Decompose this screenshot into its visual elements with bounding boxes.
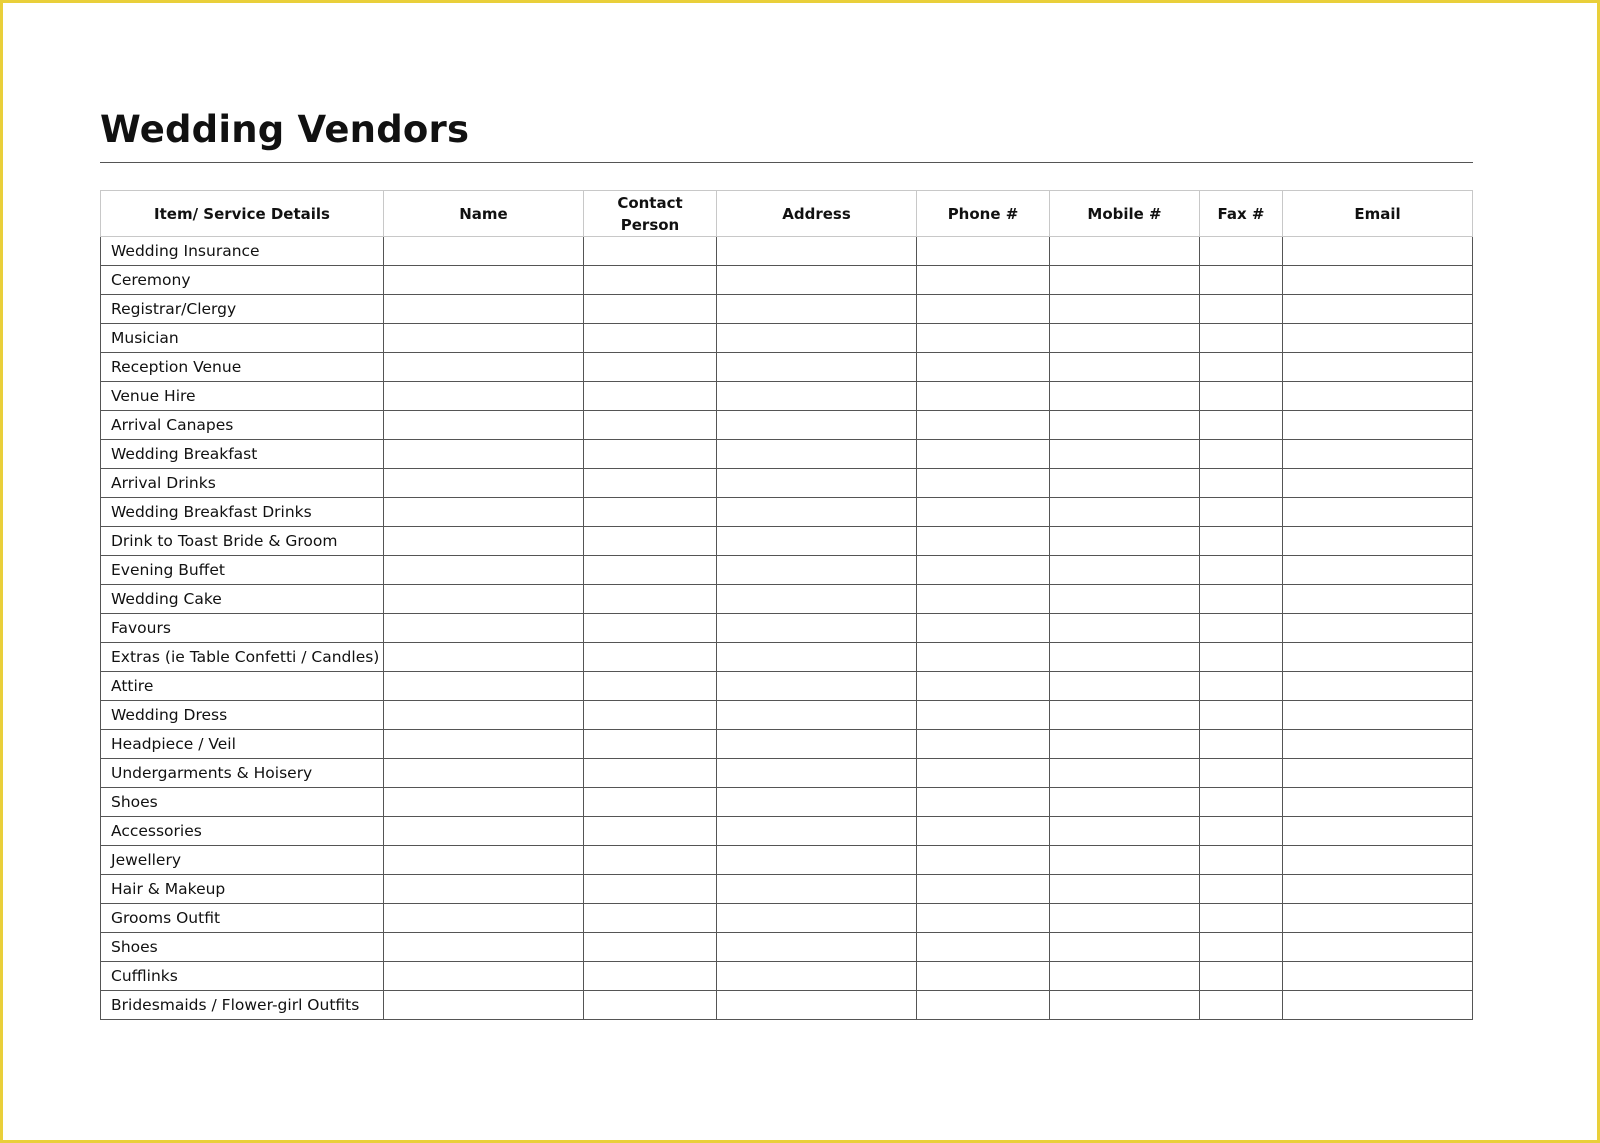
cell-email[interactable] <box>1283 324 1473 353</box>
row-item-label: Wedding Dress <box>101 701 384 730</box>
cell-fax[interactable] <box>1200 527 1283 556</box>
cell-fax[interactable] <box>1200 904 1283 933</box>
cell-fax[interactable] <box>1200 556 1283 585</box>
cell-contact-person[interactable] <box>584 846 717 875</box>
cell-phone[interactable] <box>917 643 1050 672</box>
cell-mobile[interactable] <box>1050 846 1200 875</box>
cell-fax[interactable] <box>1200 933 1283 962</box>
cell-contact-person[interactable] <box>584 440 717 469</box>
cell-contact-person[interactable] <box>584 933 717 962</box>
cell-mobile[interactable] <box>1050 353 1200 382</box>
header-address: Address <box>717 191 917 237</box>
cell-mobile[interactable] <box>1050 266 1200 295</box>
cell-phone[interactable] <box>917 469 1050 498</box>
cell-address[interactable] <box>717 324 917 353</box>
row-item-label: Wedding Cake <box>101 585 384 614</box>
row-item-label: Drink to Toast Bride & Groom <box>101 527 384 556</box>
cell-contact-person[interactable] <box>584 527 717 556</box>
row-item-label: Evening Buffet <box>101 556 384 585</box>
cell-fax[interactable] <box>1200 788 1283 817</box>
table-row <box>101 382 1473 411</box>
cell-email[interactable] <box>1283 440 1473 469</box>
cell-contact-person[interactable] <box>584 701 717 730</box>
cell-mobile[interactable] <box>1050 701 1200 730</box>
cell-email[interactable] <box>1283 498 1473 527</box>
cell-name[interactable] <box>384 701 584 730</box>
cell-name[interactable] <box>384 962 584 991</box>
cell-address[interactable] <box>717 643 917 672</box>
cell-address[interactable] <box>717 904 917 933</box>
cell-fax[interactable] <box>1200 730 1283 759</box>
cell-mobile[interactable] <box>1050 991 1200 1020</box>
cell-email[interactable] <box>1283 237 1473 266</box>
cell-name[interactable] <box>384 411 584 440</box>
cell-email[interactable] <box>1283 672 1473 701</box>
cell-email[interactable] <box>1283 469 1473 498</box>
row-item-label: Ceremony <box>101 266 384 295</box>
cell-phone[interactable] <box>917 904 1050 933</box>
cell-fax[interactable] <box>1200 672 1283 701</box>
cell-phone[interactable] <box>917 788 1050 817</box>
cell-phone[interactable] <box>917 817 1050 846</box>
table-row <box>101 643 1473 672</box>
row-item-label: Accessories <box>101 817 384 846</box>
cell-contact-person[interactable] <box>584 324 717 353</box>
cell-fax[interactable] <box>1200 353 1283 382</box>
cell-fax[interactable] <box>1200 759 1283 788</box>
cell-name[interactable] <box>384 817 584 846</box>
cell-email[interactable] <box>1283 556 1473 585</box>
cell-mobile[interactable] <box>1050 556 1200 585</box>
cell-email[interactable] <box>1283 614 1473 643</box>
table-row <box>101 759 1473 788</box>
cell-phone[interactable] <box>917 846 1050 875</box>
table-row <box>101 875 1473 904</box>
cell-phone[interactable] <box>917 730 1050 759</box>
table-row <box>101 556 1473 585</box>
cell-name[interactable] <box>384 527 584 556</box>
cell-fax[interactable] <box>1200 469 1283 498</box>
cell-fax[interactable] <box>1200 846 1283 875</box>
cell-address[interactable] <box>717 672 917 701</box>
cell-mobile[interactable] <box>1050 585 1200 614</box>
row-item-label: Hair & Makeup <box>101 875 384 904</box>
cell-contact-person[interactable] <box>584 962 717 991</box>
cell-email[interactable] <box>1283 788 1473 817</box>
table-row <box>101 498 1473 527</box>
cell-fax[interactable] <box>1200 324 1283 353</box>
cell-email[interactable] <box>1283 933 1473 962</box>
cell-mobile[interactable] <box>1050 759 1200 788</box>
cell-name[interactable] <box>384 237 584 266</box>
cell-email[interactable] <box>1283 846 1473 875</box>
cell-address[interactable] <box>717 730 917 759</box>
header-item-service-details: Item/ Service Details <box>101 191 384 237</box>
cell-mobile[interactable] <box>1050 527 1200 556</box>
cell-name[interactable] <box>384 440 584 469</box>
cell-address[interactable] <box>717 556 917 585</box>
cell-fax[interactable] <box>1200 237 1283 266</box>
cell-contact-person[interactable] <box>584 788 717 817</box>
table-row <box>101 324 1473 353</box>
cell-email[interactable] <box>1283 904 1473 933</box>
cell-fax[interactable] <box>1200 643 1283 672</box>
cell-mobile[interactable] <box>1050 237 1200 266</box>
cell-contact-person[interactable] <box>584 266 717 295</box>
header-mobile: Mobile # <box>1050 191 1200 237</box>
cell-contact-person[interactable] <box>584 672 717 701</box>
table-row <box>101 353 1473 382</box>
table-row <box>101 788 1473 817</box>
cell-name[interactable] <box>384 266 584 295</box>
cell-fax[interactable] <box>1200 382 1283 411</box>
table-row <box>101 991 1473 1020</box>
cell-name[interactable] <box>384 788 584 817</box>
cell-contact-person[interactable] <box>584 585 717 614</box>
row-item-label: Reception Venue <box>101 353 384 382</box>
cell-fax[interactable] <box>1200 701 1283 730</box>
cell-name[interactable] <box>384 991 584 1020</box>
cell-address[interactable] <box>717 701 917 730</box>
table-row <box>101 469 1473 498</box>
cell-phone[interactable] <box>917 701 1050 730</box>
cell-mobile[interactable] <box>1050 614 1200 643</box>
cell-mobile[interactable] <box>1050 469 1200 498</box>
cell-address[interactable] <box>717 991 917 1020</box>
cell-name[interactable] <box>384 353 584 382</box>
cell-address[interactable] <box>717 237 917 266</box>
cell-name[interactable] <box>384 469 584 498</box>
table-row <box>101 295 1473 324</box>
cell-phone[interactable] <box>917 875 1050 904</box>
cell-phone[interactable] <box>917 440 1050 469</box>
cell-email[interactable] <box>1283 875 1473 904</box>
cell-name[interactable] <box>384 556 584 585</box>
cell-phone[interactable] <box>917 266 1050 295</box>
row-item-label: Musician <box>101 324 384 353</box>
cell-address[interactable] <box>717 875 917 904</box>
cell-address[interactable] <box>717 469 917 498</box>
row-item-label: Attire <box>101 672 384 701</box>
cell-name[interactable] <box>384 382 584 411</box>
cell-mobile[interactable] <box>1050 411 1200 440</box>
cell-fax[interactable] <box>1200 498 1283 527</box>
table-row <box>101 933 1473 962</box>
cell-name[interactable] <box>384 759 584 788</box>
cell-email[interactable] <box>1283 527 1473 556</box>
cell-contact-person[interactable] <box>584 875 717 904</box>
cell-name[interactable] <box>384 614 584 643</box>
cell-contact-person[interactable] <box>584 643 717 672</box>
cell-name[interactable] <box>384 672 584 701</box>
row-item-label: Favours <box>101 614 384 643</box>
cell-mobile[interactable] <box>1050 324 1200 353</box>
table-row <box>101 237 1473 266</box>
table-row <box>101 266 1473 295</box>
cell-mobile[interactable] <box>1050 730 1200 759</box>
cell-contact-person[interactable] <box>584 614 717 643</box>
cell-name[interactable] <box>384 324 584 353</box>
row-item-label: Extras (ie Table Confetti / Candles) <box>101 643 384 672</box>
cell-mobile[interactable] <box>1050 933 1200 962</box>
row-item-label: Jewellery <box>101 846 384 875</box>
vendor-table <box>100 190 1473 1020</box>
cell-email[interactable] <box>1283 730 1473 759</box>
row-item-label: Registrar/Clergy <box>101 295 384 324</box>
cell-fax[interactable] <box>1200 440 1283 469</box>
cell-name[interactable] <box>384 933 584 962</box>
cell-email[interactable] <box>1283 266 1473 295</box>
table-row <box>101 440 1473 469</box>
cell-mobile[interactable] <box>1050 904 1200 933</box>
title-divider <box>100 162 1473 163</box>
cell-contact-person[interactable] <box>584 991 717 1020</box>
cell-phone[interactable] <box>917 527 1050 556</box>
cell-contact-person[interactable] <box>584 759 717 788</box>
cell-contact-person[interactable] <box>584 904 717 933</box>
cell-phone[interactable] <box>917 324 1050 353</box>
cell-address[interactable] <box>717 962 917 991</box>
cell-mobile[interactable] <box>1050 962 1200 991</box>
cell-phone[interactable] <box>917 382 1050 411</box>
cell-address[interactable] <box>717 411 917 440</box>
cell-address[interactable] <box>717 295 917 324</box>
cell-address[interactable] <box>717 440 917 469</box>
cell-phone[interactable] <box>917 585 1050 614</box>
cell-email[interactable] <box>1283 643 1473 672</box>
cell-fax[interactable] <box>1200 962 1283 991</box>
cell-fax[interactable] <box>1200 266 1283 295</box>
table-row <box>101 817 1473 846</box>
row-item-label: Venue Hire <box>101 382 384 411</box>
header-fax: Fax # <box>1200 191 1283 237</box>
cell-address[interactable] <box>717 527 917 556</box>
cell-contact-person[interactable] <box>584 237 717 266</box>
cell-fax[interactable] <box>1200 991 1283 1020</box>
row-item-label: Shoes <box>101 788 384 817</box>
cell-phone[interactable] <box>917 759 1050 788</box>
cell-address[interactable] <box>717 266 917 295</box>
cell-email[interactable] <box>1283 295 1473 324</box>
cell-fax[interactable] <box>1200 614 1283 643</box>
cell-phone[interactable] <box>917 556 1050 585</box>
cell-address[interactable] <box>717 759 917 788</box>
table-row <box>101 846 1473 875</box>
header-row <box>101 191 1473 237</box>
cell-contact-person[interactable] <box>584 411 717 440</box>
cell-phone[interactable] <box>917 991 1050 1020</box>
cell-contact-person[interactable] <box>584 295 717 324</box>
cell-email[interactable] <box>1283 962 1473 991</box>
row-item-label: Headpiece / Veil <box>101 730 384 759</box>
cell-contact-person[interactable] <box>584 817 717 846</box>
row-item-label: Wedding Insurance <box>101 237 384 266</box>
cell-address[interactable] <box>717 933 917 962</box>
cell-mobile[interactable] <box>1050 817 1200 846</box>
table-header <box>101 191 1473 237</box>
cell-email[interactable] <box>1283 353 1473 382</box>
cell-mobile[interactable] <box>1050 788 1200 817</box>
header-email: Email <box>1283 191 1473 237</box>
cell-mobile[interactable] <box>1050 295 1200 324</box>
cell-address[interactable] <box>717 614 917 643</box>
table-row <box>101 904 1473 933</box>
cell-phone[interactable] <box>917 933 1050 962</box>
cell-phone[interactable] <box>917 295 1050 324</box>
cell-mobile[interactable] <box>1050 498 1200 527</box>
cell-email[interactable] <box>1283 701 1473 730</box>
cell-email[interactable] <box>1283 759 1473 788</box>
cell-mobile[interactable] <box>1050 672 1200 701</box>
row-item-label: Wedding Breakfast <box>101 440 384 469</box>
cell-name[interactable] <box>384 875 584 904</box>
table-row <box>101 701 1473 730</box>
cell-name[interactable] <box>384 904 584 933</box>
row-item-label: Grooms Outfit <box>101 904 384 933</box>
row-item-label: Undergarments & Hoisery <box>101 759 384 788</box>
table-body <box>101 237 1473 1020</box>
cell-phone[interactable] <box>917 614 1050 643</box>
cell-name[interactable] <box>384 730 584 759</box>
cell-contact-person[interactable] <box>584 382 717 411</box>
cell-fax[interactable] <box>1200 585 1283 614</box>
table-row <box>101 411 1473 440</box>
cell-phone[interactable] <box>917 672 1050 701</box>
cell-address[interactable] <box>717 788 917 817</box>
page-title: Wedding Vendors <box>100 108 470 151</box>
cell-phone[interactable] <box>917 237 1050 266</box>
cell-address[interactable] <box>717 817 917 846</box>
cell-contact-person[interactable] <box>584 556 717 585</box>
cell-email[interactable] <box>1283 817 1473 846</box>
row-item-label: Wedding Breakfast Drinks <box>101 498 384 527</box>
header-phone: Phone # <box>917 191 1050 237</box>
cell-address[interactable] <box>717 353 917 382</box>
table-row <box>101 585 1473 614</box>
cell-fax[interactable] <box>1200 875 1283 904</box>
cell-mobile[interactable] <box>1050 643 1200 672</box>
cell-name[interactable] <box>384 846 584 875</box>
row-item-label: Shoes <box>101 933 384 962</box>
cell-phone[interactable] <box>917 411 1050 440</box>
cell-contact-person[interactable] <box>584 730 717 759</box>
cell-name[interactable] <box>384 498 584 527</box>
table-row <box>101 614 1473 643</box>
cell-phone[interactable] <box>917 498 1050 527</box>
cell-phone[interactable] <box>917 962 1050 991</box>
cell-fax[interactable] <box>1200 411 1283 440</box>
header-name: Name <box>384 191 584 237</box>
cell-name[interactable] <box>384 585 584 614</box>
row-item-label: Arrival Canapes <box>101 411 384 440</box>
table-row <box>101 527 1473 556</box>
cell-name[interactable] <box>384 643 584 672</box>
cell-phone[interactable] <box>917 353 1050 382</box>
cell-address[interactable] <box>717 846 917 875</box>
cell-address[interactable] <box>717 585 917 614</box>
cell-mobile[interactable] <box>1050 440 1200 469</box>
cell-address[interactable] <box>717 382 917 411</box>
cell-contact-person[interactable] <box>584 353 717 382</box>
cell-email[interactable] <box>1283 991 1473 1020</box>
table-row <box>101 730 1473 759</box>
cell-email[interactable] <box>1283 411 1473 440</box>
cell-contact-person[interactable] <box>584 469 717 498</box>
row-item-label: Arrival Drinks <box>101 469 384 498</box>
table-row <box>101 962 1473 991</box>
cell-contact-person[interactable] <box>584 498 717 527</box>
cell-fax[interactable] <box>1200 295 1283 324</box>
cell-email[interactable] <box>1283 382 1473 411</box>
cell-mobile[interactable] <box>1050 875 1200 904</box>
row-item-label: Cufflinks <box>101 962 384 991</box>
row-item-label: Bridesmaids / Flower-girl Outfits <box>101 991 384 1020</box>
cell-address[interactable] <box>717 498 917 527</box>
cell-mobile[interactable] <box>1050 382 1200 411</box>
cell-fax[interactable] <box>1200 817 1283 846</box>
table-row <box>101 672 1473 701</box>
cell-email[interactable] <box>1283 585 1473 614</box>
header-contact-person: Contact Person <box>584 191 717 237</box>
cell-name[interactable] <box>384 295 584 324</box>
